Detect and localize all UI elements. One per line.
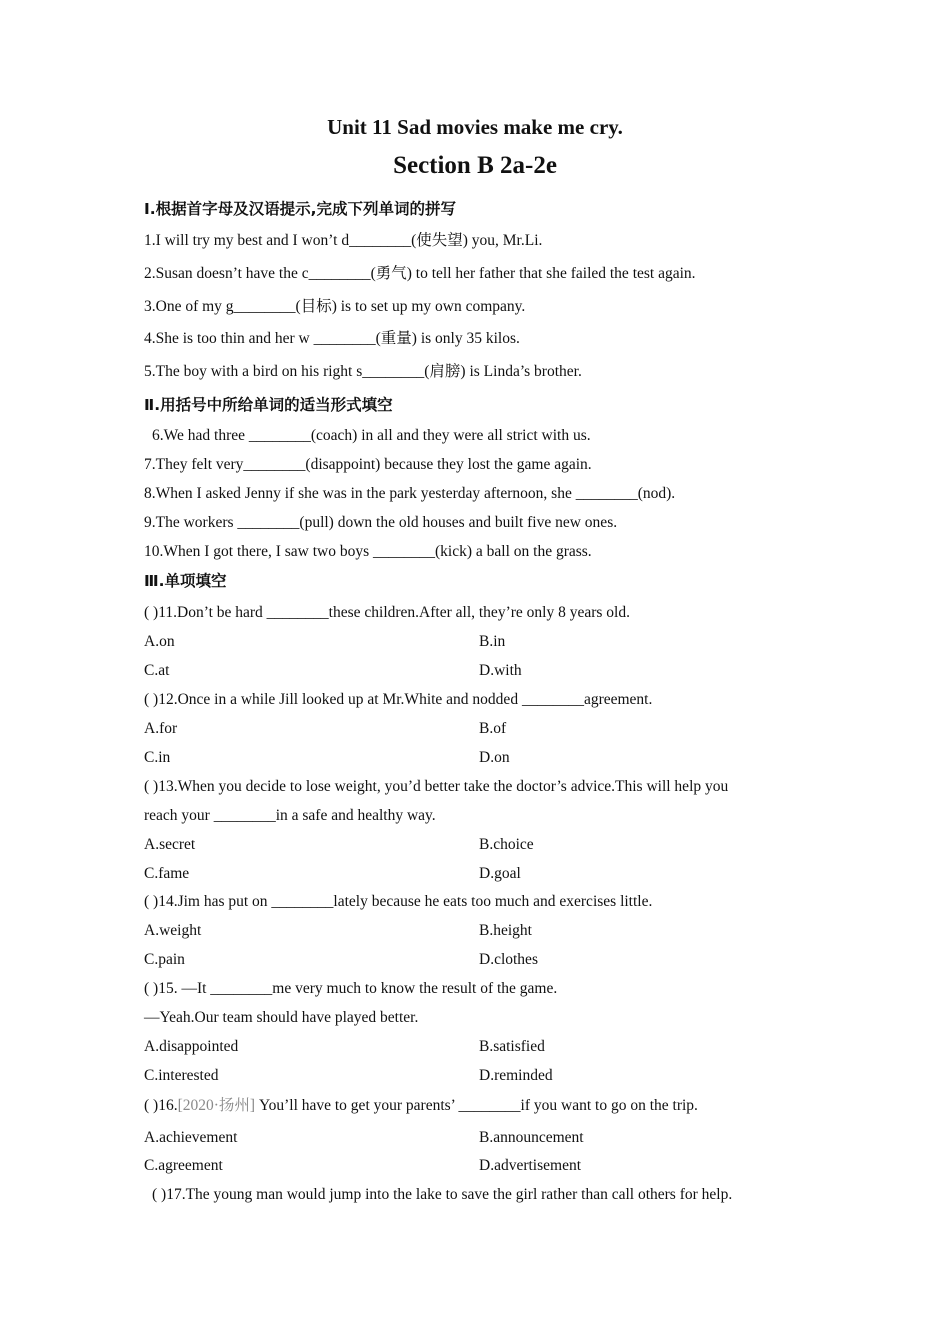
part1-heading: Ⅰ.根据首字母及汉语提示,完成下列单词的拼写 [144,200,457,218]
question-15-reply: —Yeah.Our team should have played better. [144,1009,419,1026]
question-17: ( )17.The young man would jump into the lake to save the girl rather than call others for help. [152,1186,733,1203]
question-12: ( )12.Once in a while Jill looked up at Mr.White and nodded ________agreement. [144,691,653,708]
question-5: 5.The boy with a bird on his right s________(肩膀) is Linda’s brother. [144,363,582,380]
question-3: 3.One of my g________(目标) is to set up my own company. [144,298,526,315]
question-7: 7.They felt very________(disappoint) because they lost the game again. [144,456,592,473]
question-2: 2.Susan doesn’t have the c________(勇气) to tell her father that she failed the test again. [144,265,696,282]
q14-option-a: A.weight [144,922,202,939]
question-8: 8.When I asked Jenny if she was in the park yesterday afternoon, she ________(nod). [144,485,676,502]
q11-option-d: D.with [479,662,522,679]
question-11: ( )11.Don’t be hard ________these children.After all, they’re only 8 years old. [144,604,630,621]
q13-option-b: B.choice [479,836,534,853]
q12-option-a: A.for [144,720,178,737]
question-13-continued: reach your ________in a safe and healthy way. [144,807,436,824]
question-9: 9.The workers ________(pull) down the old houses and built five new ones. [144,514,618,531]
part2-heading: Ⅱ.用括号中所给单词的适当形式填空 [144,396,393,414]
q16-number: ( )16. [144,1097,178,1114]
question-1: 1.I will try my best and I won’t d________(使失望) you, Mr.Li. [144,232,543,249]
question-14: ( )14.Jim has put on ________lately because he eats too much and exercises little. [144,893,653,910]
q12-option-b: B.of [479,720,507,737]
q16-stem: You’ll have to get your parents’ ________if you want to go on the trip. [255,1097,698,1114]
q14-option-c: C.pain [144,951,185,968]
q11-option-c: C.at [144,662,170,679]
unit-title: Unit 11 Sad movies make me cry. [327,115,623,139]
question-6: 6.We had three ________(coach) in all and they were all strict with us. [152,427,591,444]
q16-option-a: A.achievement [144,1129,238,1146]
question-15: ( )15. —It ________me very much to know the result of the game. [144,980,558,997]
question-13: ( )13.When you decide to lose weight, you’d better take the doctor’s advice.This will help you [144,778,729,795]
q15-option-d: D.reminded [479,1067,553,1084]
q16-source-tag: [2020·扬州] [177,1097,256,1114]
section-title: Section B 2a-2e [393,152,557,179]
q11-option-b: B.in [479,633,506,650]
part3-heading: Ⅲ.单项填空 [144,572,227,590]
q13-option-d: D.goal [479,865,521,882]
q15-option-c: C.interested [144,1067,219,1084]
q15-option-b: B.satisfied [479,1038,545,1055]
q14-option-d: D.clothes [479,951,538,968]
q13-option-a: A.secret [144,836,196,853]
q16-option-b: B.announcement [479,1129,584,1146]
question-4: 4.She is too thin and her w ________(重量) is only 35 kilos. [144,330,520,347]
q12-option-c: C.in [144,749,171,766]
q16-option-c: C.agreement [144,1157,223,1174]
question-16 [144,1096,698,1116]
q11-option-a: A.on [144,633,175,650]
q16-option-d: D.advertisement [479,1157,582,1174]
q14-option-b: B.height [479,922,532,939]
question-10: 10.When I got there, I saw two boys ________(kick) a ball on the grass. [144,543,592,560]
q15-option-a: A.disappointed [144,1038,239,1055]
q12-option-d: D.on [479,749,510,766]
q13-option-c: C.fame [144,865,190,882]
